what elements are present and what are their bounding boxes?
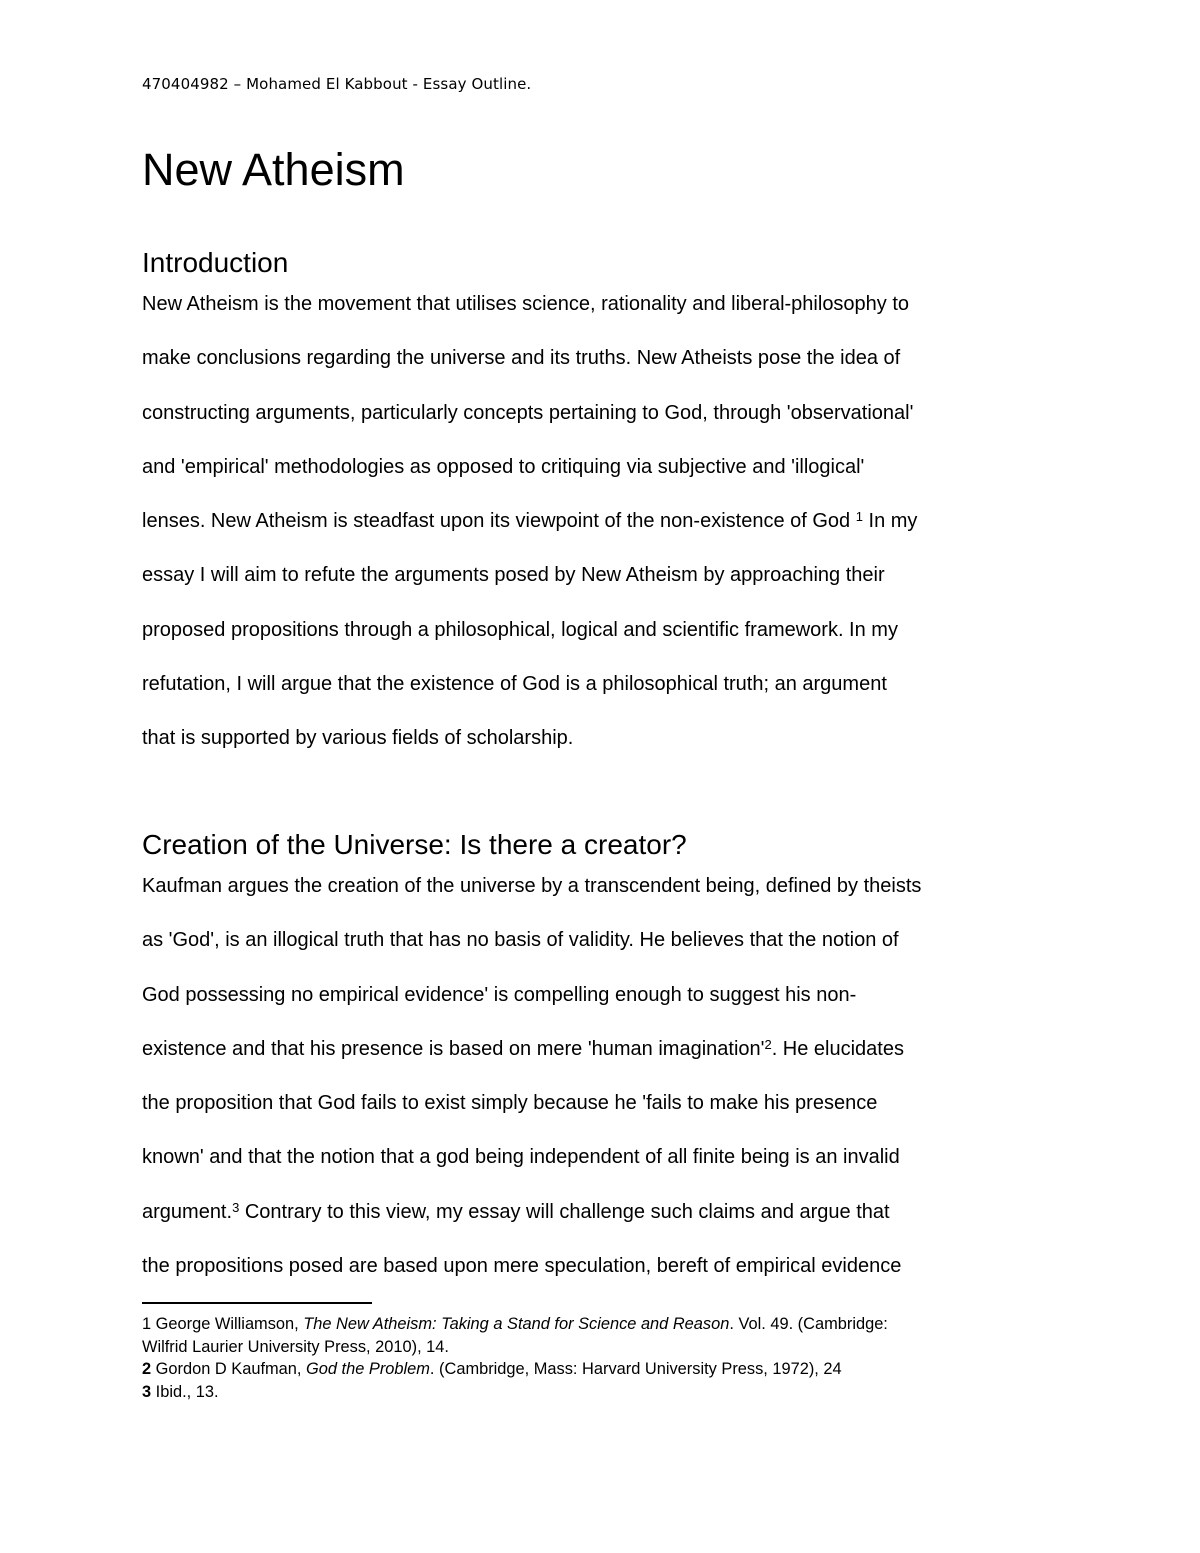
text-segment: proposed propositions through a philosophical, logical and scientific framework. In my xyxy=(142,618,898,641)
footnote-number: 1 xyxy=(142,1315,152,1333)
text-line xyxy=(142,346,1072,400)
text-segment: lenses. New Atheism is steadfast upon its viewpoint of the non-existence of God xyxy=(142,510,856,533)
text-line xyxy=(142,292,1072,346)
footnote-line xyxy=(142,1313,1072,1336)
text-segment: In my xyxy=(862,510,918,533)
text-segment: and 'empirical' methodologies as opposed to critiquing via subjective and 'illogical' xyxy=(142,455,865,478)
document-title: New Atheism xyxy=(142,144,405,195)
text-segment: Kaufman argues the creation of the universe by a transcendent being, defined by theists xyxy=(142,875,922,897)
footnote-text: George Williamson, xyxy=(151,1315,304,1333)
footnote-line xyxy=(142,1336,1072,1359)
footnote-reference: 1 xyxy=(855,509,863,525)
paragraph-introduction xyxy=(142,292,1072,781)
text-line xyxy=(142,509,1072,563)
text-line xyxy=(142,672,1072,726)
section-heading-creation: Creation of the Universe: Is there a creator? xyxy=(142,829,687,860)
text-segment: Contrary to this view, my essay will challenge such claims and argue that xyxy=(239,1200,890,1223)
footnote-reference: 3 xyxy=(232,1199,240,1215)
footnote-text: Gordon D Kaufman, xyxy=(151,1360,307,1378)
footnote-reference: 2 xyxy=(764,1036,772,1052)
paragraph-creation xyxy=(142,874,1072,1308)
text-segment: as 'God', is an illogical truth that has no basis of validity. He believes that the notion of xyxy=(142,929,899,952)
footnote-line xyxy=(142,1358,1072,1381)
text-line xyxy=(142,928,1072,982)
text-segment: the propositions posed are based upon mere speculation, bereft of empirical evidence xyxy=(142,1255,902,1278)
footnotes xyxy=(142,1313,1072,1403)
text-segment: refutation, I will argue that the existence of God is a philosophical truth; an argument xyxy=(142,673,887,696)
text-line xyxy=(142,1254,1072,1308)
footnote-text: Wilfrid Laurier University Press, 2010), 14. xyxy=(142,1337,449,1356)
text-segment: the proposition that God fails to exist simply because he 'fails to make his presence xyxy=(142,1092,878,1115)
footnote-text: Ibid., 13. xyxy=(151,1382,219,1401)
text-line xyxy=(142,983,1072,1037)
text-segment: existence and that his presence is based on mere 'human imagination' xyxy=(142,1037,765,1060)
footnote-text: . (Cambridge, Mass: Harvard University Press, 1972), 24 xyxy=(429,1360,842,1378)
text-segment: make conclusions regarding the universe and its truths. New Atheists pose the idea of xyxy=(142,347,901,370)
footnote-text: . Vol. 49. (Cambridge: xyxy=(729,1315,888,1333)
footnote-separator xyxy=(142,1302,372,1304)
footnote-number: 3 xyxy=(142,1382,152,1401)
text-segment: known' and that the notion that a god being independent of all finite being is an invalid xyxy=(142,1146,900,1169)
footnote-number: 2 xyxy=(142,1360,152,1378)
footnote-line xyxy=(142,1381,1072,1404)
text-segment: that is supported by various fields of scholarship. xyxy=(142,727,574,750)
text-line xyxy=(142,1200,1072,1254)
text-segment: God possessing no empirical evidence' is compelling enough to suggest his non- xyxy=(142,983,857,1006)
text-line xyxy=(142,401,1072,455)
text-line xyxy=(142,1037,1072,1091)
section-heading-introduction: Introduction xyxy=(142,247,289,278)
text-segment: argument. xyxy=(142,1200,233,1223)
page-header: 470404982 – Mohamed El Kabbout - Essay Outline. xyxy=(142,75,532,93)
text-line xyxy=(142,455,1072,509)
text-segment: essay I will aim to refute the arguments posed by New Atheism by approaching their xyxy=(142,564,885,587)
footnote-title: The New Atheism: Taking a Stand for Science and Reason xyxy=(303,1315,730,1333)
text-line xyxy=(142,563,1072,617)
text-segment: . He elucidates xyxy=(771,1037,904,1060)
text-line xyxy=(142,726,1072,780)
text-segment: New Atheism is the movement that utilises science, rationality and liberal-philosophy to xyxy=(142,293,910,315)
text-line xyxy=(142,874,1072,928)
text-line xyxy=(142,618,1072,672)
footnote-title: God the Problem xyxy=(306,1360,430,1378)
text-line xyxy=(142,1145,1072,1199)
text-segment: constructing arguments, particularly concepts pertaining to God, through 'observational' xyxy=(142,401,914,424)
text-line xyxy=(142,1091,1072,1145)
